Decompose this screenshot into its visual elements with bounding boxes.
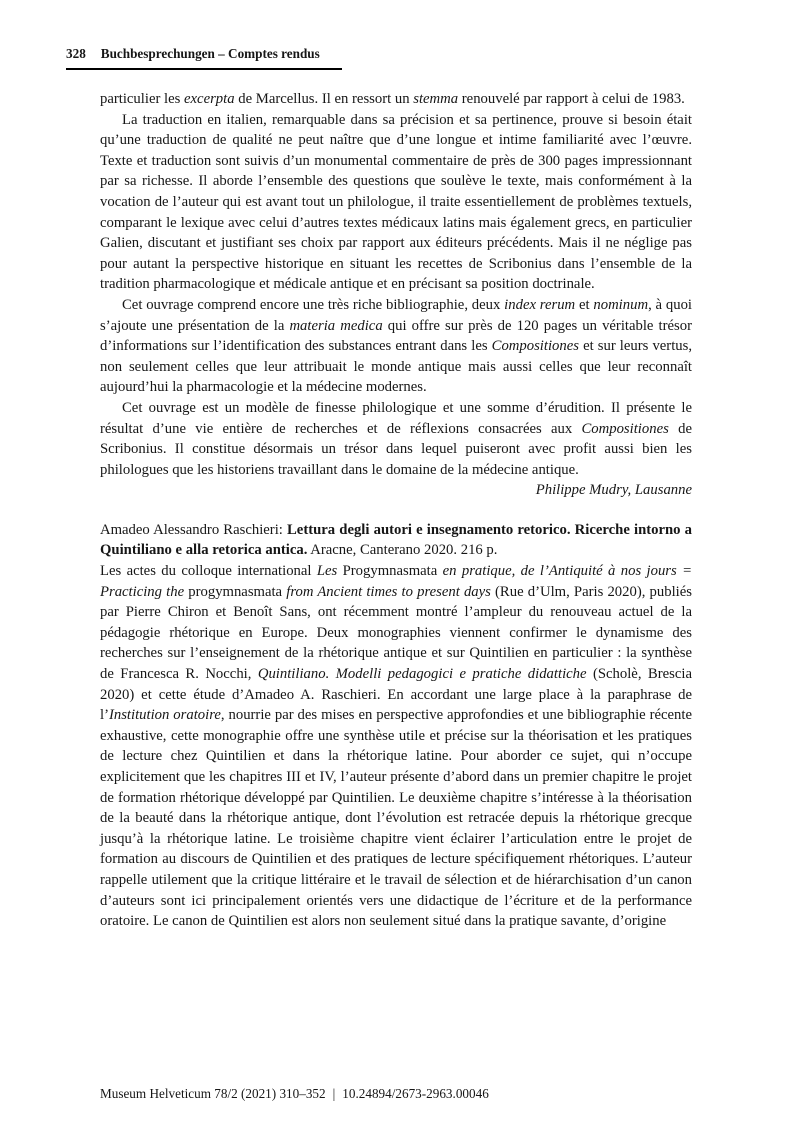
journal-citation: Museum Helveticum 78/2 (2021) 310–352 xyxy=(100,1086,326,1101)
review-paragraph-3: Cet ouvrage comprend encore une très riche bibliographie, deux index rerum et nominum, à quoi s’ajoute une présentation de la materia medica qui offre sur près de 120 pages un véritable trésor d’informations sur l’identification des substances entrant dans les Compositiones et sur leurs vertus, non seulement celles que leur attribuait le monde antique mais aussi celles que leur reconnaît aujourd’hui la pharmacologie et la médecine modernes. xyxy=(100,296,693,396)
review-paragraph-2: La traduction en italien, remarquable dans sa précision et sa pertinence, prouve si besoin était qu’une traduction de qualité ne peut naître que d’une longue et intime familiarité avec l’œuvre. Texte et traduction sont suivis d’un monumental commentaire de près de 300 pages impressionnant par sa richesse. Il aborde l’ensemble des questions que soulève le texte, mais conformément à la vocation de l’auteur qui est avant tout un philologue, il traite essentiellement de problèmes textuels, comparant le lexique avec celui d’autres textes médicaux latins mais également grecs, en particulier Galien, discutant et justifiant ses choix par rapport aux éditeurs précédents. Mais il ne néglige pas pour autant la perspective historique en situant les recettes de Scribonius dans l’ensemble de la tradition pharmacologique et médicale antique et en précisant sa position doctrinale. xyxy=(100,111,692,293)
review-paragraph-4: Cet ouvrage est un modèle de finesse philologique et une somme d’érudition. Il présente le résultat d’une vie entière de recherches et de réflexions consacrées aux Compositiones de Scribonius. Il constitue désormais un trésor dans lequel puiseront avec profit aussi bien les philologues que les historiens travaillant dans le domaine de la médecine antique. xyxy=(100,399,692,478)
review-paragraph-1: particulier les excerpta de Marcellus. Il en ressort un stemma renouvelé par rapport à celui de 1983. xyxy=(100,91,685,107)
review-signature: Philippe Mudry, Lausanne xyxy=(535,482,692,499)
page-body xyxy=(100,89,692,932)
doi-text: 10.24894/2673-2963.00046 xyxy=(342,1086,489,1101)
footer-separator: | xyxy=(332,1086,336,1101)
page-number: 328 xyxy=(66,46,86,61)
review-heading: Amadeo Alessandro Raschieri: Lettura degli autori e insegnamento retorico. Ricerche intorno a Quintiliano e alla retorica antica. Aracne, Canterano 2020. 216 p. xyxy=(100,521,692,559)
page-header xyxy=(66,46,342,70)
review-scribonius xyxy=(100,89,692,501)
review-raschieri xyxy=(100,520,692,932)
review-body: Les actes du colloque international Les Progymnasmata en pratique, de l’Antiquité à nos jours = Practicing the progymnasmata from Ancient times to present days (Rue d’Ulm, Paris 2020), publiés par Pierre Chiron et Benoît Sans, ont récemment montré l’ampleur du renouveau actuel de la pédagogie rhétorique en Europe. Deux monographies viennent confirmer le dynamisme des recherches sur l’enseignement de la rhétorique antique et sur Quintilien en particulier : la synthèse de Francesca R. Nocchi, Quintiliano. Modelli pedagogici e pratiche didattiche (Scholè, Brescia 2020) et cette étude d’Amadeo A. Raschieri. En accordant une large place à la paraphrase de l’Institution oratoire, nourrie par des mises en perspective approfondies et une bibliographie récente exhaustive, cette monographie offre une synthèse utile et précise sur la théorisation et les pratiques de lecture chez Quintilien et dans la rhétorique latine. Pour aborder ce sujet, qui n’occupe explicitement que les chapitres III et IV, l’auteur présente d’abord dans un premier chapitre le projet de formation rhétorique développé par Quintilien. Le deuxième chapitre s’intéresse à la théorisation de la beauté dans la rhétorique antique, dont l’évolution est retracée depuis la rhétorique grecque jusqu’à la rhétorique latine. Le troisième chapitre vient éclairer l’articulation entre le projet de formation au discours de Quintilien et des pratiques de lecture spécifiquement rhétoriques. L’auteur rappelle utilement que la critique littéraire et le travail de sélection et de hiérarchisation d’un canon d’auteurs sont ici principalement orientés vers une didactique de l’écriture et de la performance oratoire. Le canon de Quintilien est alors non seulement situé dans la pratique savante, d’origine xyxy=(100,563,692,930)
page-footer xyxy=(100,1086,489,1102)
running-title: Buchbesprechungen – Comptes rendus xyxy=(100,46,320,61)
